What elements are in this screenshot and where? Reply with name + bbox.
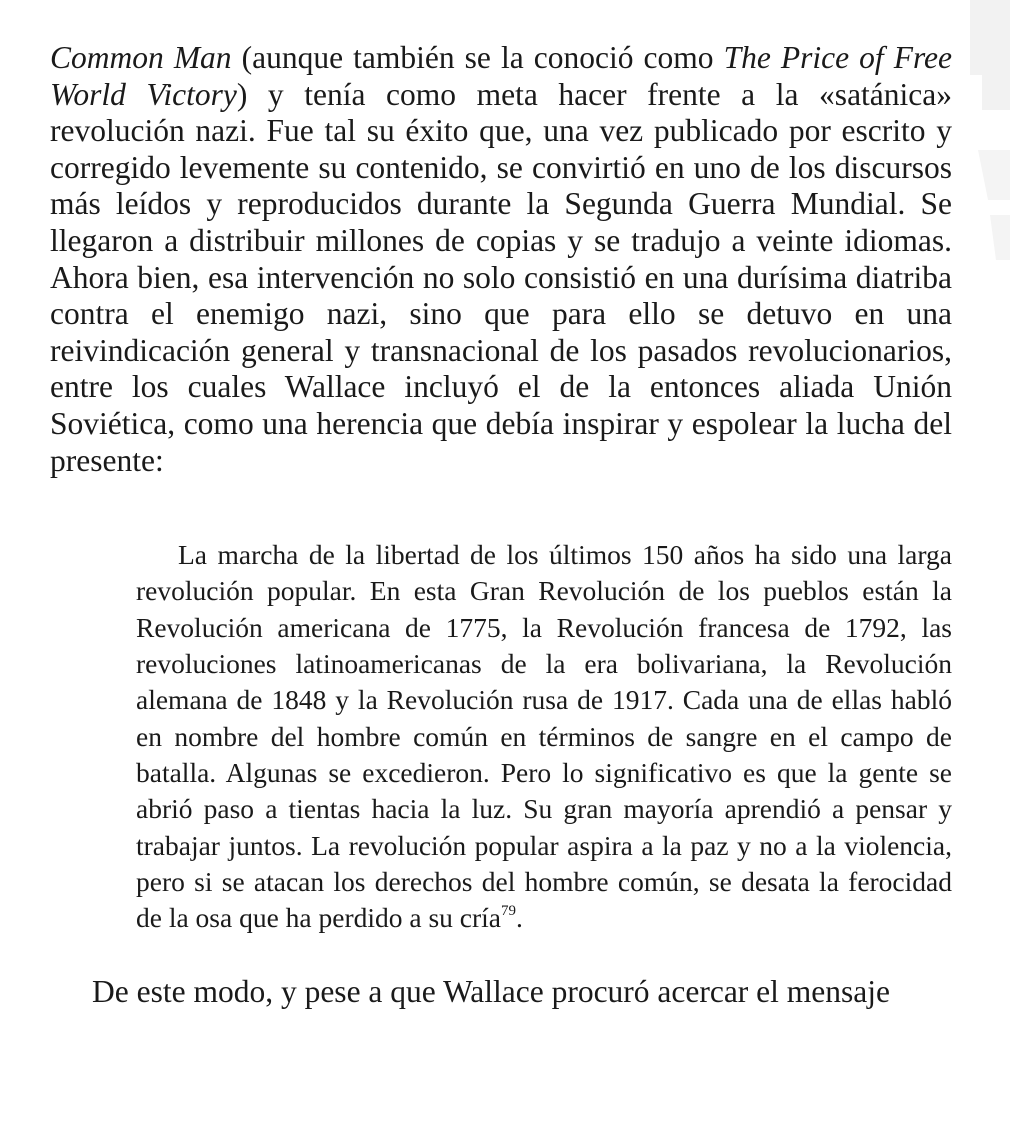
quote-end-punctuation: . xyxy=(516,902,523,934)
main-paragraph xyxy=(50,40,952,479)
paragraph-text-2: ) y tenía como meta hacer frente a la «satánica» revolución nazi. Fue tal su éxito que, una vez publicado por escrito y corregido levemente su contenido, se convirtió en uno de los discursos más leídos y reproducidos durante la Segunda Guerra Mundial. Se llegaron a distribuir millones de copias y se tradujo a veinte idiomas. Ahora bien, esa intervención no solo consistió en una durísima diatriba contra el enemigo nazi, sino que para ello se detuvo en una reivindicación general y transnacional de los pasados revolucionarios, entre los cuales Wallace incluyó el de la entonces aliada Unión Soviética, como una herencia que debía inspirar y espolear la lucha del presente: xyxy=(50,76,952,478)
block-quote xyxy=(136,537,952,936)
closing-paragraph: De este modo, y pese a que Wallace procuró acercar el mensaje xyxy=(92,974,890,1010)
paragraph-text-1: (aunque también se la conoció como xyxy=(231,40,724,75)
work-title-common-man: Common Man xyxy=(50,40,232,75)
footnote-reference[interactable]: 79 xyxy=(501,903,516,920)
page-content xyxy=(50,40,952,1011)
work-title-price-of-victory: The Price of Free World Victory xyxy=(50,40,952,112)
quote-text: La marcha de la libertad de los últimos 150 años ha sido una larga revolución popular. En esta Gran Revolución de los pueblos están la Revolución americana de 1775, la Revolución francesa de 1792, las revoluciones latinoamericanas de la era bolivariana, la Revolución alemana de 1848 y la Revolución rusa de 1917. Cada una de ellas habló en nombre del hombre común en términos de sangre en el campo de batalla. Algunas se excedieron. Pero lo significativo es que la gente se abrió paso a tientas hacia la luz. Su gran mayoría aprendió a pensar y trabajar juntos. La revolución popular aspira a la paz y no a la violencia, pero si se atacan los derechos del hombre común, se desata la ferocidad de la osa que ha perdido a su cría xyxy=(136,539,952,934)
